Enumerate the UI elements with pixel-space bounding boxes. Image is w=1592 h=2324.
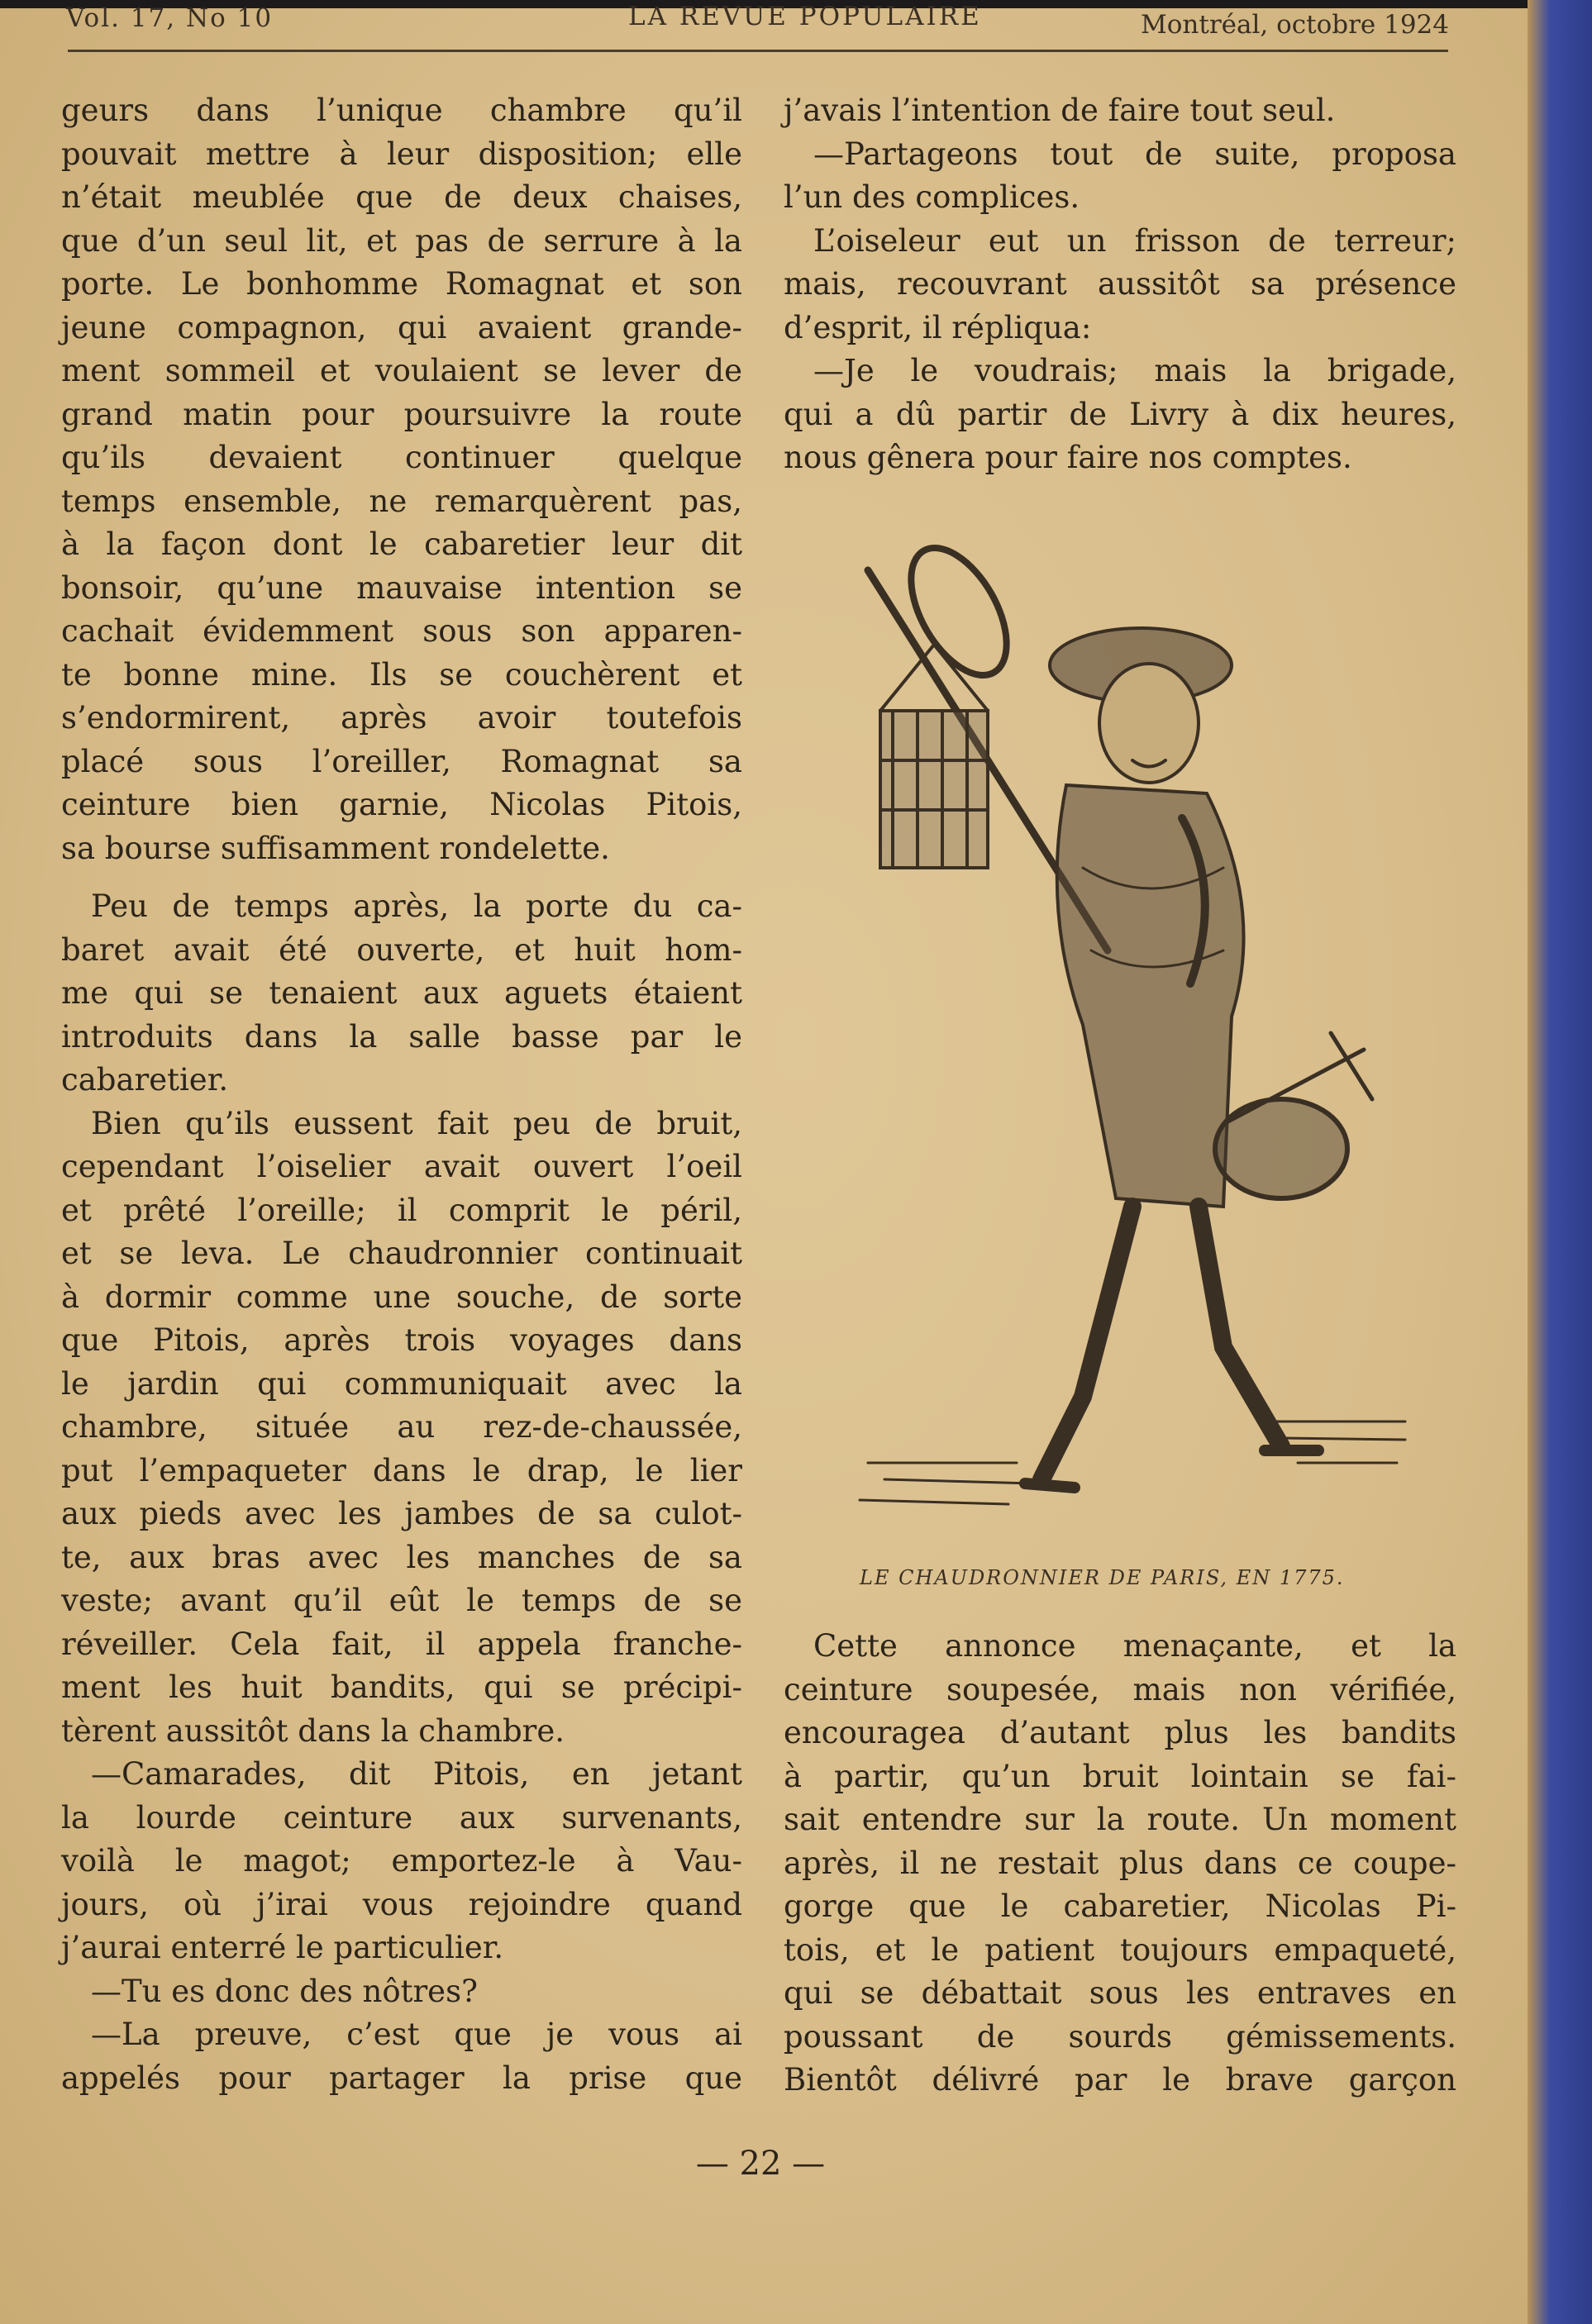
text-line: qu’ils devaient continuer quelque [61,440,742,475]
text-line: sait entendre sur la route. Un moment [784,1802,1456,1837]
text-line: veste; avant qu’il eût le temps de se [61,1583,742,1618]
text-line: à dormir comme une souche, de sorte [61,1279,742,1315]
text-line: geurs dans l’unique chambre qu’il [61,93,742,128]
text-line: aux pieds avec les jambes de sa culot- [61,1496,742,1531]
header-date: Montréal, octobre 1924 [1141,10,1449,40]
text-line: encouragea d’autant plus les bandits [784,1715,1456,1750]
text-line: sa bourse suffisamment rondelette. [61,830,610,866]
text-line: ment sommeil et voulaient se lever de [61,353,742,388]
text-line: —Tu es donc des nôtres? [91,1973,478,2009]
text-line: ment les huit bandits, qui se précipi- [61,1669,742,1705]
text-line: Bientôt délivré par le brave garçon [784,2062,1456,2098]
text-line: cachait évidemment sous son apparen- [61,613,742,649]
right-text-column-bottom [784,1625,1456,2103]
text-line: Peu de temps après, la porte du ca- [91,888,742,924]
text-line: me qui se tenaient aux aguets étaient [61,975,742,1011]
text-line: bonsoir, qu’une mauvaise intention se [61,569,742,606]
header-magazine-title: LA REVUE POPULAIRE [628,2,982,31]
text-line: nous gênera pour faire nos comptes. [784,440,1352,475]
text-line: porte. Le bonhomme Romagnat et son [61,266,742,302]
text-line: que Pitois, après trois voyages dans [61,1322,742,1358]
text-line: introduits dans la salle basse par le [61,1018,742,1055]
text-line: n’était meublée que de deux chaises, [61,179,742,215]
text-line: et prêté l’oreille; il comprit le péril, [61,1192,742,1228]
text-line: pouvait mettre à leur disposition; elle [61,136,742,172]
pan [892,532,1027,691]
text-line: voilà le magot; emportez-le à Vau- [61,1843,742,1879]
text-line: à la façon dont le cabaretier leur dit [61,526,742,562]
text-line: l’un des complices. [784,179,1080,215]
text-line: ceinture soupesée, mais non vérifiée, [784,1671,1456,1707]
header-rule [68,50,1448,52]
ground-hatching [860,1422,1405,1504]
text-line: grand matin pour poursuivre la route [61,396,742,432]
text-line: appelés pour partager la prise que [61,2060,742,2096]
text-line: gorge que le cabaretier, Nicolas Pi- [784,1888,1456,1924]
text-line: cependant l’oiselier avait ouvert l’oeil [61,1149,742,1184]
text-line: qui se débattait sous les entraves en [784,1975,1456,2011]
text-line: te bonne mine. Ils se couchèrent et [61,656,742,693]
text-line: —Partageons tout de suite, proposa [813,136,1456,172]
text-line: put l’empaqueter dans le drap, le lier [61,1452,742,1488]
paragraph-gap [61,870,742,885]
illustration-caption: LE CHAUDRONNIER DE PARIS, EN 1775. [860,1566,1345,1589]
tinker-engraving-illustration [835,521,1413,1554]
binding-spine [1528,0,1592,2324]
text-line: tèrent aussitôt dans la chambre. [61,1712,565,1749]
text-line: d’esprit, il répliqua: [784,309,1092,345]
header-volume: Vol. 17, No 10 [66,3,274,33]
text-line: te, aux bras avec les manches de sa [61,1539,742,1575]
text-line: Bien qu’ils eussent fait peu de bruit, [91,1105,742,1141]
text-line: à partir, qu’un bruit lointain se fai- [784,1758,1456,1794]
text-line: après, il ne restait plus dans ce coupe- [784,1845,1456,1881]
text-line: mais, recouvrant aussitôt sa présence [784,266,1456,302]
text-line: baret avait été ouverte, et huit hom- [61,931,742,968]
running-header [58,2,1463,40]
text-line: ceinture bien garnie, Nicolas Pitois, [61,787,742,822]
text-line: temps ensemble, ne remarquèrent pas, [61,483,742,519]
text-line: jours, où j’irai vous rejoindre quand [61,1886,742,1922]
legs [1041,1207,1281,1479]
text-line: placé sous l’oreiller, Romagnat sa [61,743,742,779]
cauldron [1215,1099,1347,1198]
text-line: poussant de sourds gémissements. [784,2018,1456,2055]
right-text-column-top [784,89,1456,480]
text-line: que d’un seul lit, et pas de serrure à la [61,222,742,259]
text-line: la lourde ceinture aux survenants, [61,1799,742,1836]
text-line: qui a dû partir de Livry à dix heures, [784,396,1456,432]
text-line: et se leva. Le chaudronnier continuait [61,1236,742,1271]
text-line: le jardin qui communiquait avec la [61,1365,742,1402]
text-line: s’endormirent, après avoir toutefois [61,700,742,736]
text-line: chambre, située au rez-de-chaussée, [61,1409,742,1445]
head [1099,664,1199,783]
text-line: j’aurai enterré le particulier. [61,1930,504,1965]
page-number: — 22 — [695,2145,826,2183]
text-line: tois, et le patient toujours empaqueté, [784,1931,1456,1968]
text-line: —Camarades, dit Pitois, en jetant [91,1756,742,1792]
text-line: Cette annonce menaçante, et la [813,1628,1456,1664]
text-line: —La preuve, c’est que je vous ai [91,2017,742,2052]
text-line: L’oiseleur eut un frisson de terreur; [813,222,1456,259]
text-line: j’avais l’intention de faire tout seul. [784,93,1336,128]
left-text-column [61,89,742,2100]
text-line: jeune compagnon, qui avaient grande- [61,309,742,345]
text-line: —Je le voudrais; mais la brigade, [813,353,1456,388]
text-line: cabaretier. [61,1062,229,1098]
text-line: réveiller. Cela fait, il appela franche- [61,1626,742,1662]
